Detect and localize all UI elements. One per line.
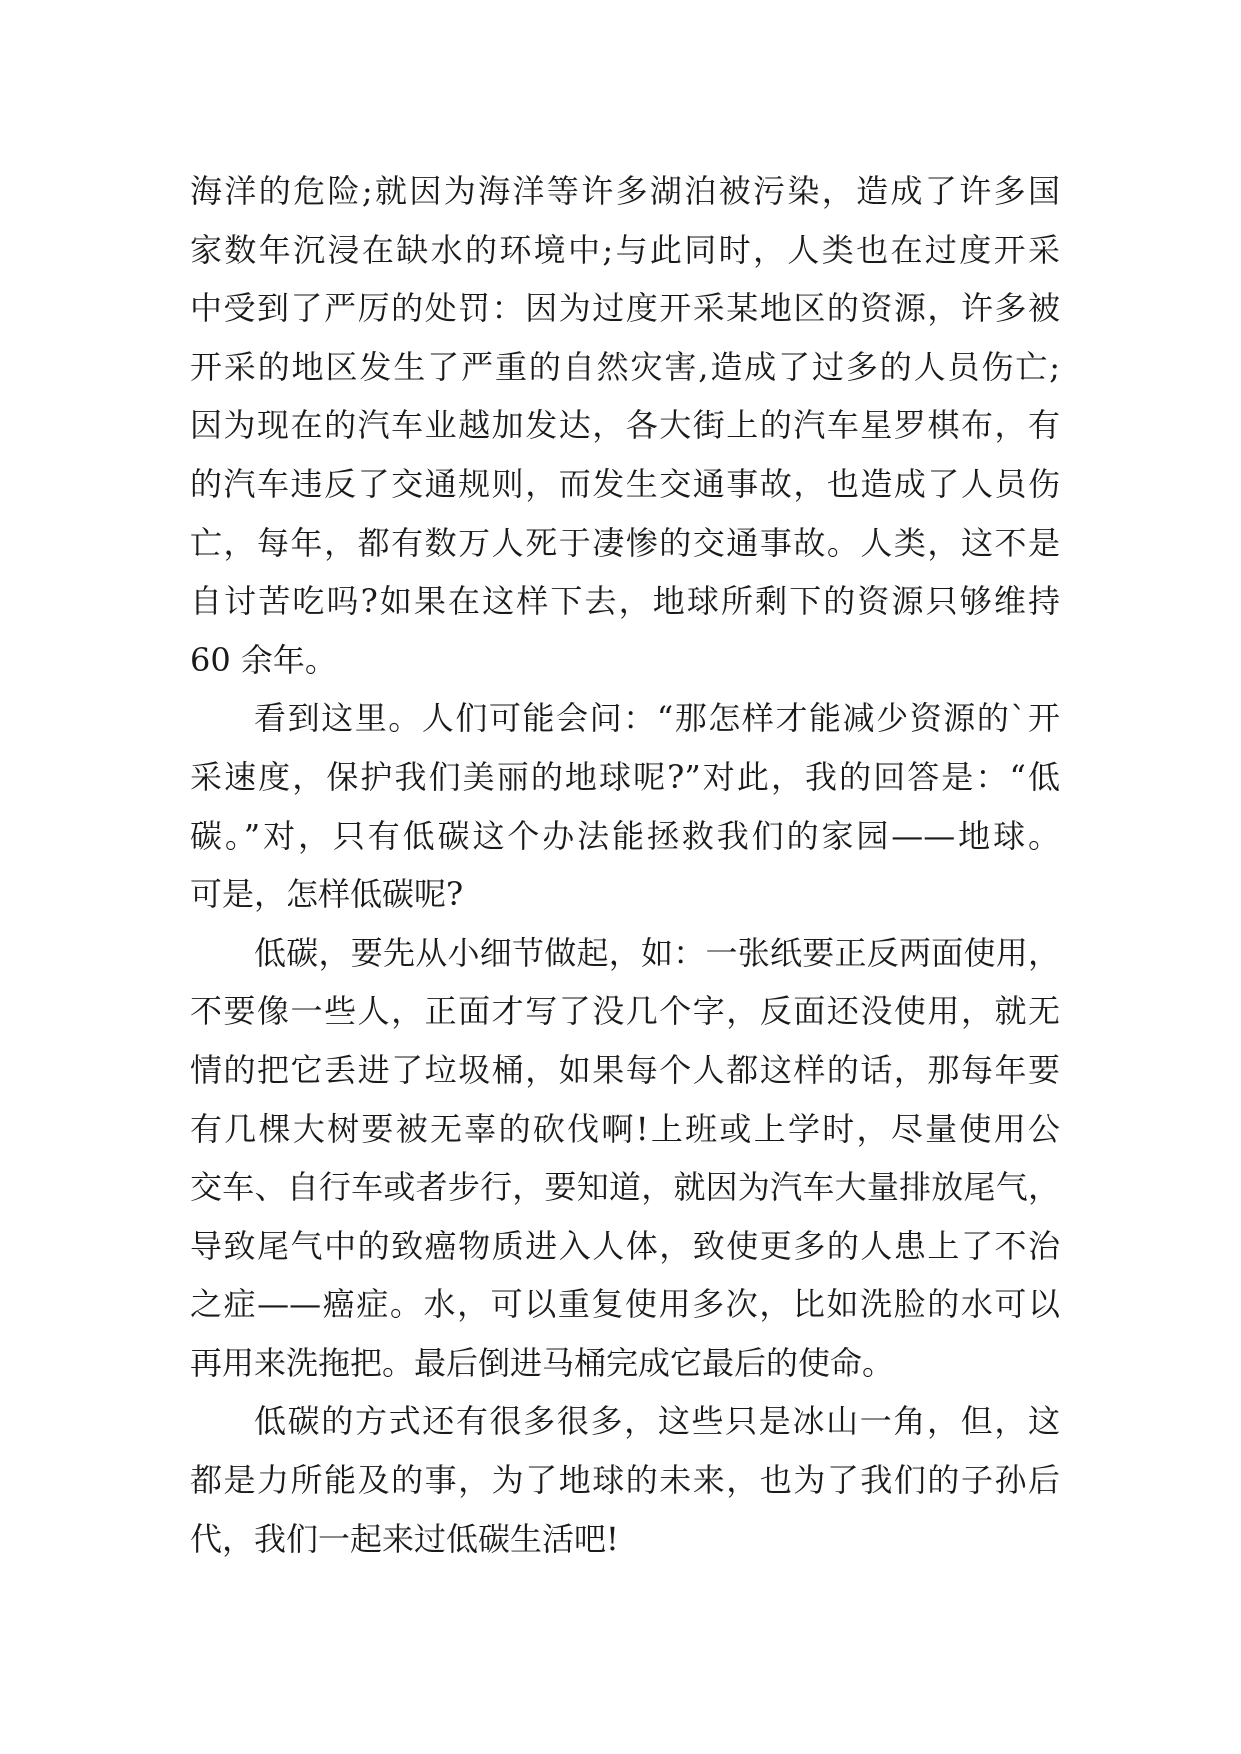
text-line: 亡，每年，都有数万人死于凄惨的交通事故。人类，这不是 <box>190 523 1060 562</box>
text-line: 自讨苦吃吗?如果在这样下去，地球所剩下的资源只够维持 <box>190 582 1060 621</box>
paragraph <box>190 689 1060 923</box>
text-line: 有几棵大树要被无辜的砍伐啊!上班或上学时，尽量使用公 <box>190 1109 1060 1148</box>
text-line: 代，我们一起来过低碳生活吧! <box>190 1519 619 1558</box>
paragraph <box>190 1392 1060 1568</box>
paragraph <box>190 924 1060 1393</box>
text-line: 看到这里。人们可能会问：“那怎样才能减少资源的`开 <box>254 699 1060 738</box>
text-line: 60 余年。 <box>190 640 337 679</box>
text-line: 因为现在的汽车业越加发达，各大街上的汽车星罗棋布，有 <box>190 406 1060 445</box>
text-line: 之症——癌症。水，可以重复使用多次，比如洗脸的水可以 <box>190 1285 1060 1324</box>
body-text <box>190 162 1060 1568</box>
paragraph <box>190 162 1060 689</box>
text-line: 都是力所能及的事，为了地球的未来，也为了我们的子孙后 <box>190 1461 1060 1500</box>
text-line: 低碳的方式还有很多很多，这些只是冰山一角，但，这 <box>254 1402 1060 1441</box>
text-line: 采速度，保护我们美丽的地球呢?”对此，我的回答是：“低 <box>190 757 1060 796</box>
text-line: 家数年沉浸在缺水的环境中;与此同时，人类也在过度开采 <box>190 230 1060 269</box>
text-line: 开采的地区发生了严重的自然灾害,造成了过多的人员伤亡; <box>190 347 1060 386</box>
text-line: 可是，怎样低碳呢? <box>190 875 464 914</box>
text-line: 碳。”对，只有低碳这个办法能拯救我们的家园——地球。 <box>190 816 1060 855</box>
text-line: 再用来洗拖把。最后倒进马桶完成它最后的使命。 <box>190 1343 895 1382</box>
text-line: 低碳，要先从小细节做起，如：一张纸要正反两面使用， <box>254 933 1060 972</box>
text-line: 交车、自行车或者步行，要知道，就因为汽车大量排放尾气， <box>190 1168 1060 1207</box>
text-line: 中受到了严厉的处罚：因为过度开采某地区的资源，许多被 <box>190 289 1060 328</box>
text-line: 导致尾气中的致癌物质进入人体，致使更多的人患上了不治 <box>190 1226 1060 1265</box>
text-line: 的汽车违反了交通规则，而发生交通事故，也造成了人员伤 <box>190 464 1060 503</box>
text-line: 情的把它丢进了垃圾桶，如果每个人都这样的话，那每年要 <box>190 1050 1060 1089</box>
text-line: 不要像一些人，正面才写了没几个字，反面还没使用，就无 <box>190 992 1060 1031</box>
text-line: 海洋的危险;就因为海洋等许多湖泊被污染，造成了许多国 <box>190 172 1060 210</box>
